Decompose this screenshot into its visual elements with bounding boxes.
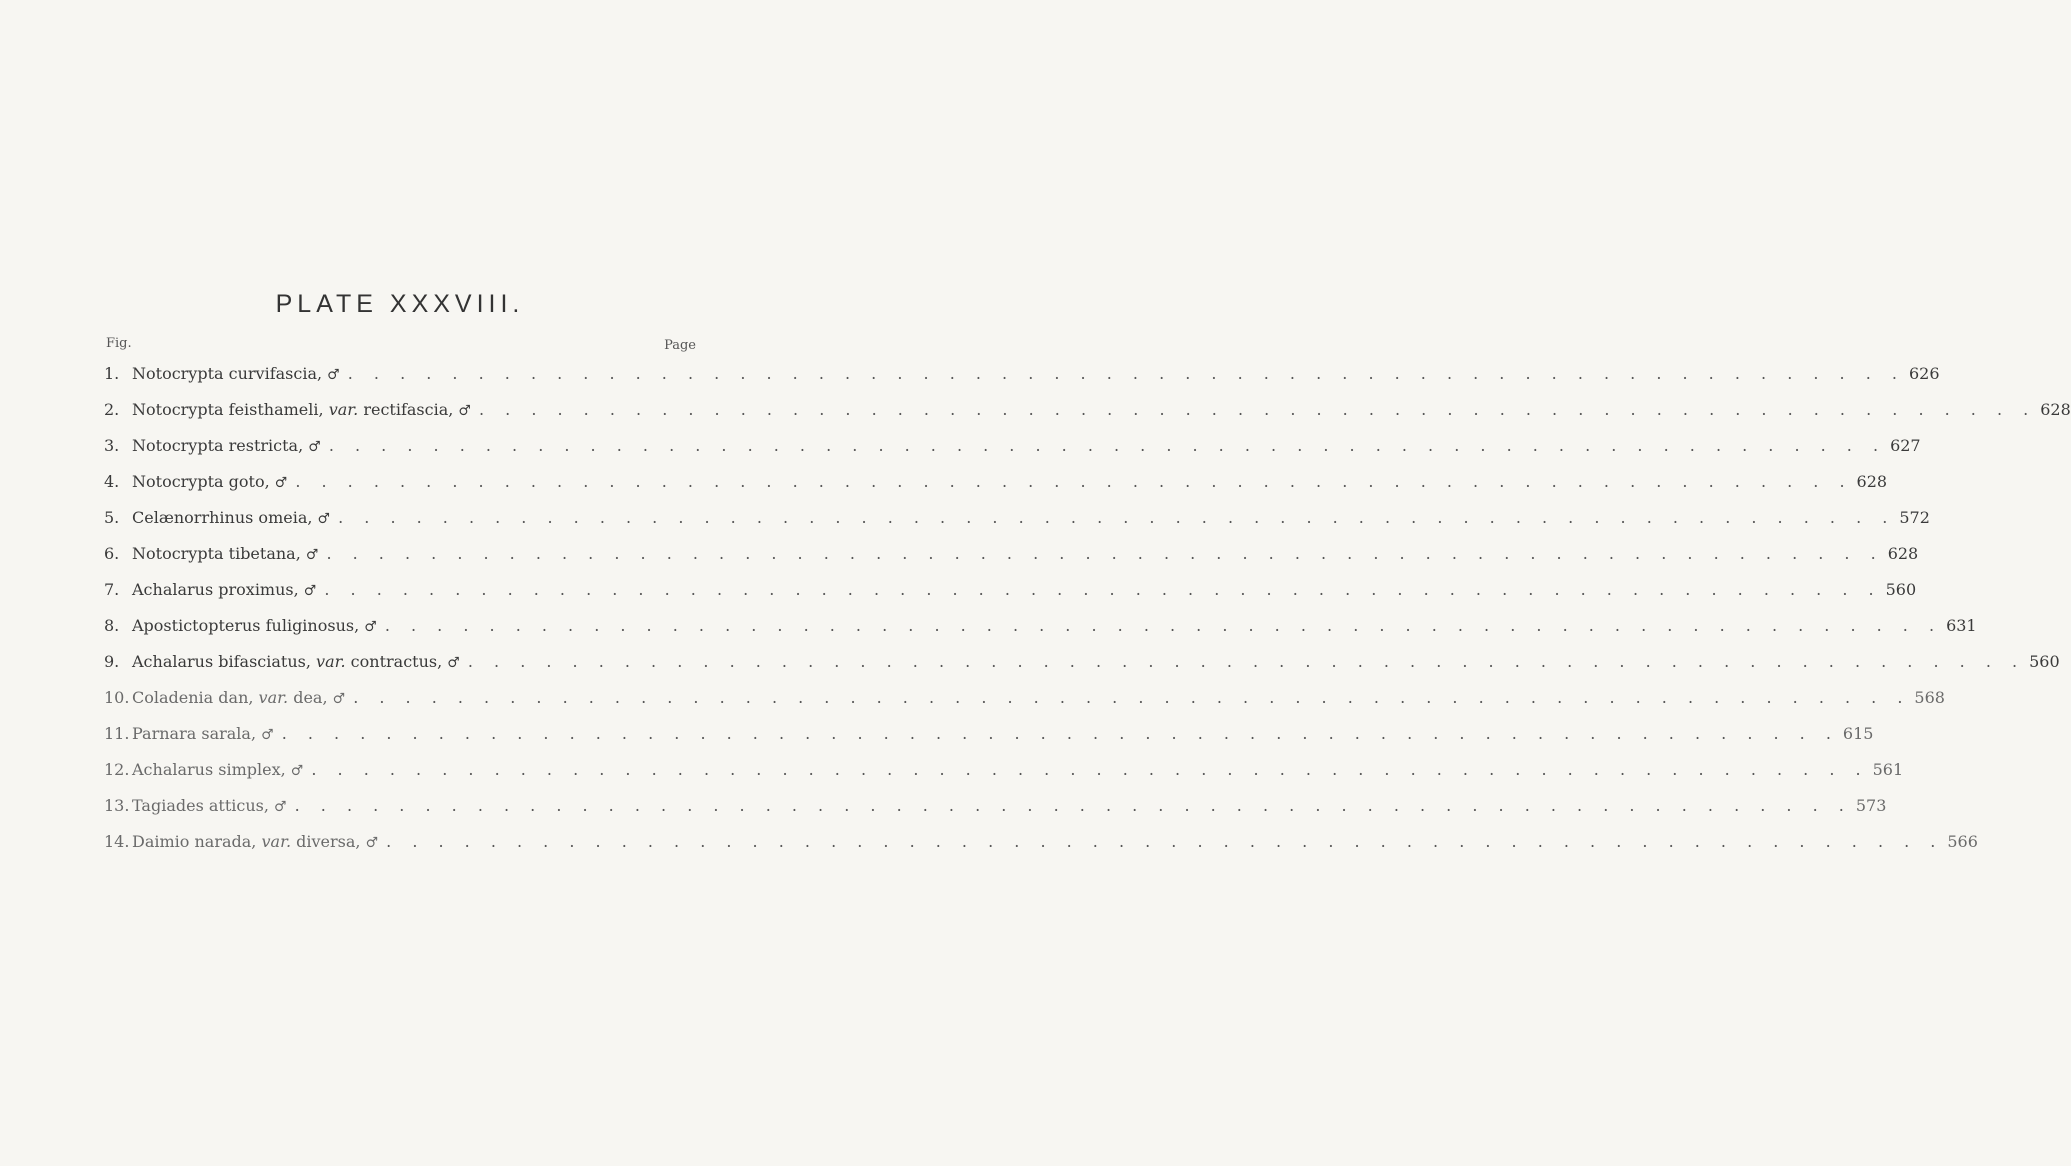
species-name (132, 508, 330, 527)
plate-entry (104, 400, 2071, 436)
species-name-text: Tagiades atticus, (132, 796, 275, 815)
leader-dots: . . . . . . . . . . . . . . . . . . . . . . . . . . . . . . . . . . . . . . . . . . . . . . . . . . . . . . . . . . . . (467, 652, 2026, 671)
page-number: 615 (1842, 724, 1874, 743)
plate-entry (104, 616, 1977, 652)
leader-dots: . . . . . . . . . . . . . . . . . . . . . . . . . . . . . . . . . . . . . . . . . . . . . . . . . . . . . . . . . . . . (328, 436, 1887, 455)
plate-title: PLATE XXXVIII. (275, 290, 525, 318)
species-name-text: Parnara sarala, (132, 724, 262, 743)
male-symbol-icon: ♂ (308, 439, 321, 455)
species-name-text: Daimio narada, (132, 832, 262, 851)
species-name (132, 652, 460, 671)
species-name (132, 472, 287, 491)
page-number: 568 (1914, 688, 1945, 707)
page-number: 572 (1899, 508, 1930, 527)
plate-entry (104, 364, 1940, 400)
plate-entry (104, 436, 1921, 472)
figure-number: 4. (104, 472, 120, 491)
species-name (132, 580, 316, 599)
plate-entry (104, 472, 1888, 508)
species-name-text: Notocrypta goto, (132, 472, 275, 491)
species-name-text: Notocrypta tibetana, (132, 544, 306, 563)
plate-entry (104, 832, 1978, 868)
male-symbol-icon: ♂ (458, 403, 471, 419)
leader-dots: . . . . . . . . . . . . . . . . . . . . . . . . . . . . . . . . . . . . . . . . . . . . . . . . . . . . . . . . . . . . (353, 688, 1911, 707)
page-number: 573 (1855, 796, 1887, 815)
species-name (132, 364, 340, 383)
species-name (132, 760, 303, 779)
leader-dots: . . . . . . . . . . . . . . . . . . . . . . . . . . . . . . . . . . . . . . . . . . . . . . . . . . . . . . . . . . . . (324, 580, 1882, 599)
species-name-text: Achalarus bifasciatus, (132, 652, 317, 671)
page-number: 560 (2029, 652, 2060, 671)
species-name-text: Notocrypta feisthameli, (132, 400, 329, 419)
plate-entry (104, 688, 1945, 724)
leader-dots: . . . . . . . . . . . . . . . . . . . . . . . . . . . . . . . . . . . . . . . . . . . . . . . . . . . . . . . . . . . . (386, 832, 1944, 851)
leader-dots: . . . . . . . . . . . . . . . . . . . . . . . . . . . . . . . . . . . . . . . . . . . . . . . . . . . . . . . . . . . . (338, 508, 1896, 527)
variety-name: dea, (288, 688, 333, 707)
species-name-text: Celænorrhinus omeia, (132, 508, 318, 527)
variety-name: contractus, (345, 652, 448, 671)
plate-entry (104, 724, 1874, 760)
figure-number: 9. (104, 652, 120, 671)
species-name-text: Notocrypta curvifascia, (132, 364, 328, 383)
page-number: 628 (1856, 472, 1888, 491)
plate-contents-list (104, 364, 2071, 868)
male-symbol-icon: ♂ (305, 547, 319, 563)
plate-entry (104, 508, 1930, 544)
plate-entry (104, 652, 2060, 688)
leader-dots: . . . . . . . . . . . . . . . . . . . . . . . . . . . . . . . . . . . . . . . . . . . . . . . . . . . . . . . . . . . . (294, 796, 1852, 815)
fig-column-header: Fig. (106, 336, 132, 351)
plate-entry (104, 580, 1917, 616)
plate-entry (104, 760, 1904, 796)
species-name-text: Notocrypta restricta, (132, 436, 309, 455)
species-name (132, 688, 345, 707)
species-name (132, 832, 378, 851)
variety-abbrev: var. (261, 832, 292, 851)
figure-number: 11. (104, 724, 130, 743)
page-number: 627 (1890, 436, 1921, 455)
leader-dots: . . . . . . . . . . . . . . . . . . . . . . . . . . . . . . . . . . . . . . . . . . . . . . . . . . . . . . . . . . . . (326, 544, 1884, 563)
male-symbol-icon: ♂ (365, 835, 379, 851)
figure-number: 10. (104, 688, 130, 707)
species-name (132, 796, 287, 815)
species-name (132, 724, 274, 743)
species-name (132, 400, 471, 419)
male-symbol-icon: ♂ (364, 619, 377, 635)
variety-name: diversa, (291, 832, 366, 851)
page-number: 628 (1887, 544, 1919, 563)
leader-dots: . . . . . . . . . . . . . . . . . . . . . . . . . . . . . . . . . . . . . . . . . . . . . . . . . . . . . . . . . . . . (281, 724, 1839, 743)
male-symbol-icon: ♂ (327, 367, 340, 383)
species-name-text: Achalarus proximus, (132, 580, 304, 599)
figure-number: 7. (104, 580, 120, 599)
species-name-text: Achalarus simplex, (132, 760, 291, 779)
plate-entry (104, 796, 1887, 832)
variety-abbrev: var. (316, 652, 346, 671)
plate-entry (104, 544, 1919, 580)
page-number: 560 (1885, 580, 1917, 599)
male-symbol-icon: ♂ (261, 727, 274, 743)
figure-number: 8. (104, 616, 120, 635)
figure-number: 3. (104, 436, 120, 455)
page-number: 631 (1946, 616, 1977, 635)
variety-name: rectifascia, (358, 400, 459, 419)
page-number: 626 (1908, 364, 1940, 383)
leader-dots: . . . . . . . . . . . . . . . . . . . . . . . . . . . . . . . . . . . . . . . . . . . . . . . . . . . . . . . . . . . . (478, 400, 2037, 419)
male-symbol-icon: ♂ (447, 655, 460, 671)
leader-dots: . . . . . . . . . . . . . . . . . . . . . . . . . . . . . . . . . . . . . . . . . . . . . . . . . . . . . . . . . . . . (347, 364, 1905, 383)
page-number: 561 (1872, 760, 1904, 779)
male-symbol-icon: ♂ (274, 475, 288, 491)
species-name (132, 436, 321, 455)
page-number: 566 (1947, 832, 1978, 851)
figure-number: 6. (104, 544, 120, 563)
leader-dots: . . . . . . . . . . . . . . . . . . . . . . . . . . . . . . . . . . . . . . . . . . . . . . . . . . . . . . . . . . . . (311, 760, 1869, 779)
species-name (132, 616, 377, 635)
species-name (132, 544, 318, 563)
male-symbol-icon: ♂ (274, 799, 287, 815)
leader-dots: . . . . . . . . . . . . . . . . . . . . . . . . . . . . . . . . . . . . . . . . . . . . . . . . . . . . . . . . . . . . (295, 472, 1853, 491)
figure-number: 14. (104, 832, 130, 851)
leader-dots: . . . . . . . . . . . . . . . . . . . . . . . . . . . . . . . . . . . . . . . . . . . . . . . . . . . . . . . . . . . . (384, 616, 1943, 635)
male-symbol-icon: ♂ (290, 763, 304, 779)
figure-number: 2. (104, 400, 120, 419)
figure-number: 13. (104, 796, 130, 815)
page-number: 628 (2040, 400, 2071, 419)
species-name-text: Coladenia dan, (132, 688, 259, 707)
species-name-text: Apostictopterus fuliginosus, (132, 616, 365, 635)
male-symbol-icon: ♂ (332, 691, 346, 707)
figure-number: 12. (104, 760, 130, 779)
page-column-header: Page (664, 338, 696, 353)
male-symbol-icon: ♂ (303, 583, 317, 599)
male-symbol-icon: ♂ (317, 511, 331, 527)
figure-number: 1. (104, 364, 120, 383)
variety-abbrev: var. (258, 688, 289, 707)
figure-number: 5. (104, 508, 120, 527)
variety-abbrev: var. (328, 400, 359, 419)
